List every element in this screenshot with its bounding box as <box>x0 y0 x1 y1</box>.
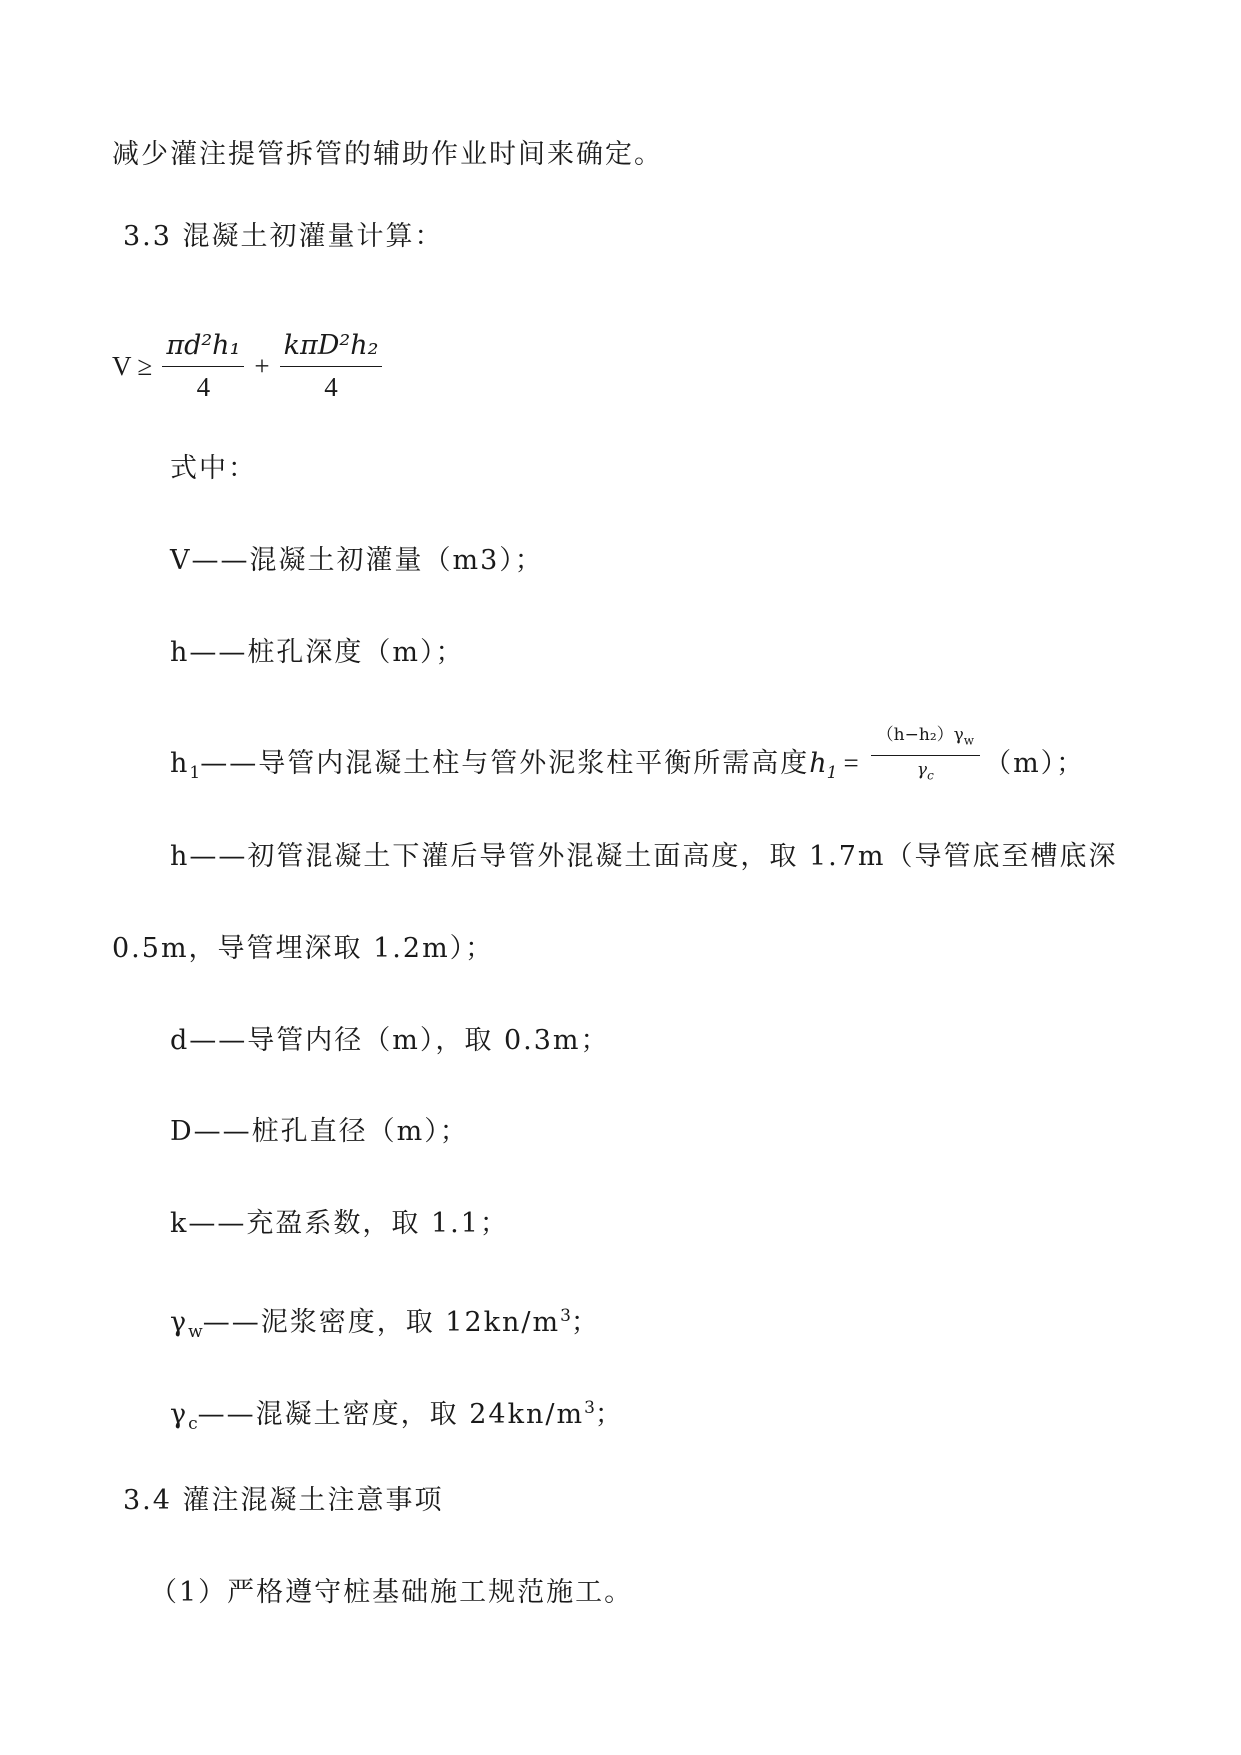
formula-fraction-2 <box>280 330 383 403</box>
fraction-2-denominator: 4 <box>324 372 338 402</box>
fraction-1-denominator: 4 <box>196 372 211 402</box>
h1-symbol: h <box>170 747 190 779</box>
definition-d: d——导管内径（m），取 0.3m； <box>170 1025 610 1056</box>
formula-lhs: V <box>112 351 132 381</box>
h1-equals: = <box>843 747 861 778</box>
definition-gamma-w <box>170 1299 600 1349</box>
definition-gamma-c <box>170 1391 624 1441</box>
h1-fraction-numerator: $(h-h_2)\gamma_w$ <box>871 724 980 756</box>
section-heading-3-3: 3.3 混凝土初灌量计算： <box>123 221 444 252</box>
definition-h2-line-1: h——初管混凝土下灌后导管外混凝土面高度，取 1.7m（导管底至槽底深 <box>170 841 1118 872</box>
gamma-w-superscript: 3 <box>560 1306 571 1326</box>
definition-v: V——混凝土初灌量（m3）； <box>170 545 544 576</box>
gamma-w-description: ——泥浆密度，取 12kn/m <box>202 1307 561 1338</box>
definition-D: D——桩孔直径（m）； <box>170 1116 469 1147</box>
gamma-w-subscript: w <box>188 1322 203 1342</box>
h1-fraction <box>871 724 980 787</box>
h1-lhs: $h_1$ <box>809 747 838 783</box>
gamma-c-description: ——混凝土密度，取 24kn/m <box>197 1399 585 1430</box>
gamma-w-end: ； <box>570 1307 600 1338</box>
section-heading-3-4: 3.4 灌注混凝土注意事项 <box>123 1485 444 1516</box>
list-item-1: （1）严格遵守桩基础施工规范施工。 <box>150 1577 634 1608</box>
h1-fraction-denominator: $\gamma_c$ <box>916 760 934 783</box>
intro-text: 减少灌注提管拆管的辅助作业时间来确定。 <box>112 139 663 170</box>
gamma-c-subscript: c <box>188 1414 198 1434</box>
h1-subscript: 1 <box>189 762 201 783</box>
h1-description: ——导管内混凝土柱与管外泥浆柱平衡所需高度 <box>200 747 810 779</box>
gamma-c-symbol: γ <box>170 1399 189 1430</box>
fraction-2-numerator: kπD²h₂ <box>280 330 383 367</box>
gamma-w-symbol: γ <box>170 1307 189 1338</box>
definition-h: h——桩孔深度（m）； <box>170 637 465 668</box>
formula-relation: ≥ <box>137 351 153 381</box>
definition-h1 <box>170 725 1086 790</box>
formula-fraction-1 <box>162 330 244 403</box>
definition-h2-line-2: 0.5m，导管埋深取 1.2m）； <box>112 933 495 964</box>
gamma-c-end: ； <box>594 1399 624 1430</box>
initial-pour-formula <box>112 330 386 403</box>
gamma-c-superscript: 3 <box>584 1398 595 1418</box>
formula-plus: + <box>254 351 270 381</box>
definition-k: k——充盈系数，取 1.1； <box>170 1208 509 1239</box>
where-label: 式中： <box>170 453 257 484</box>
fraction-1-numerator: πd²h₁ <box>162 330 244 367</box>
h1-unit: （m）； <box>984 747 1086 779</box>
